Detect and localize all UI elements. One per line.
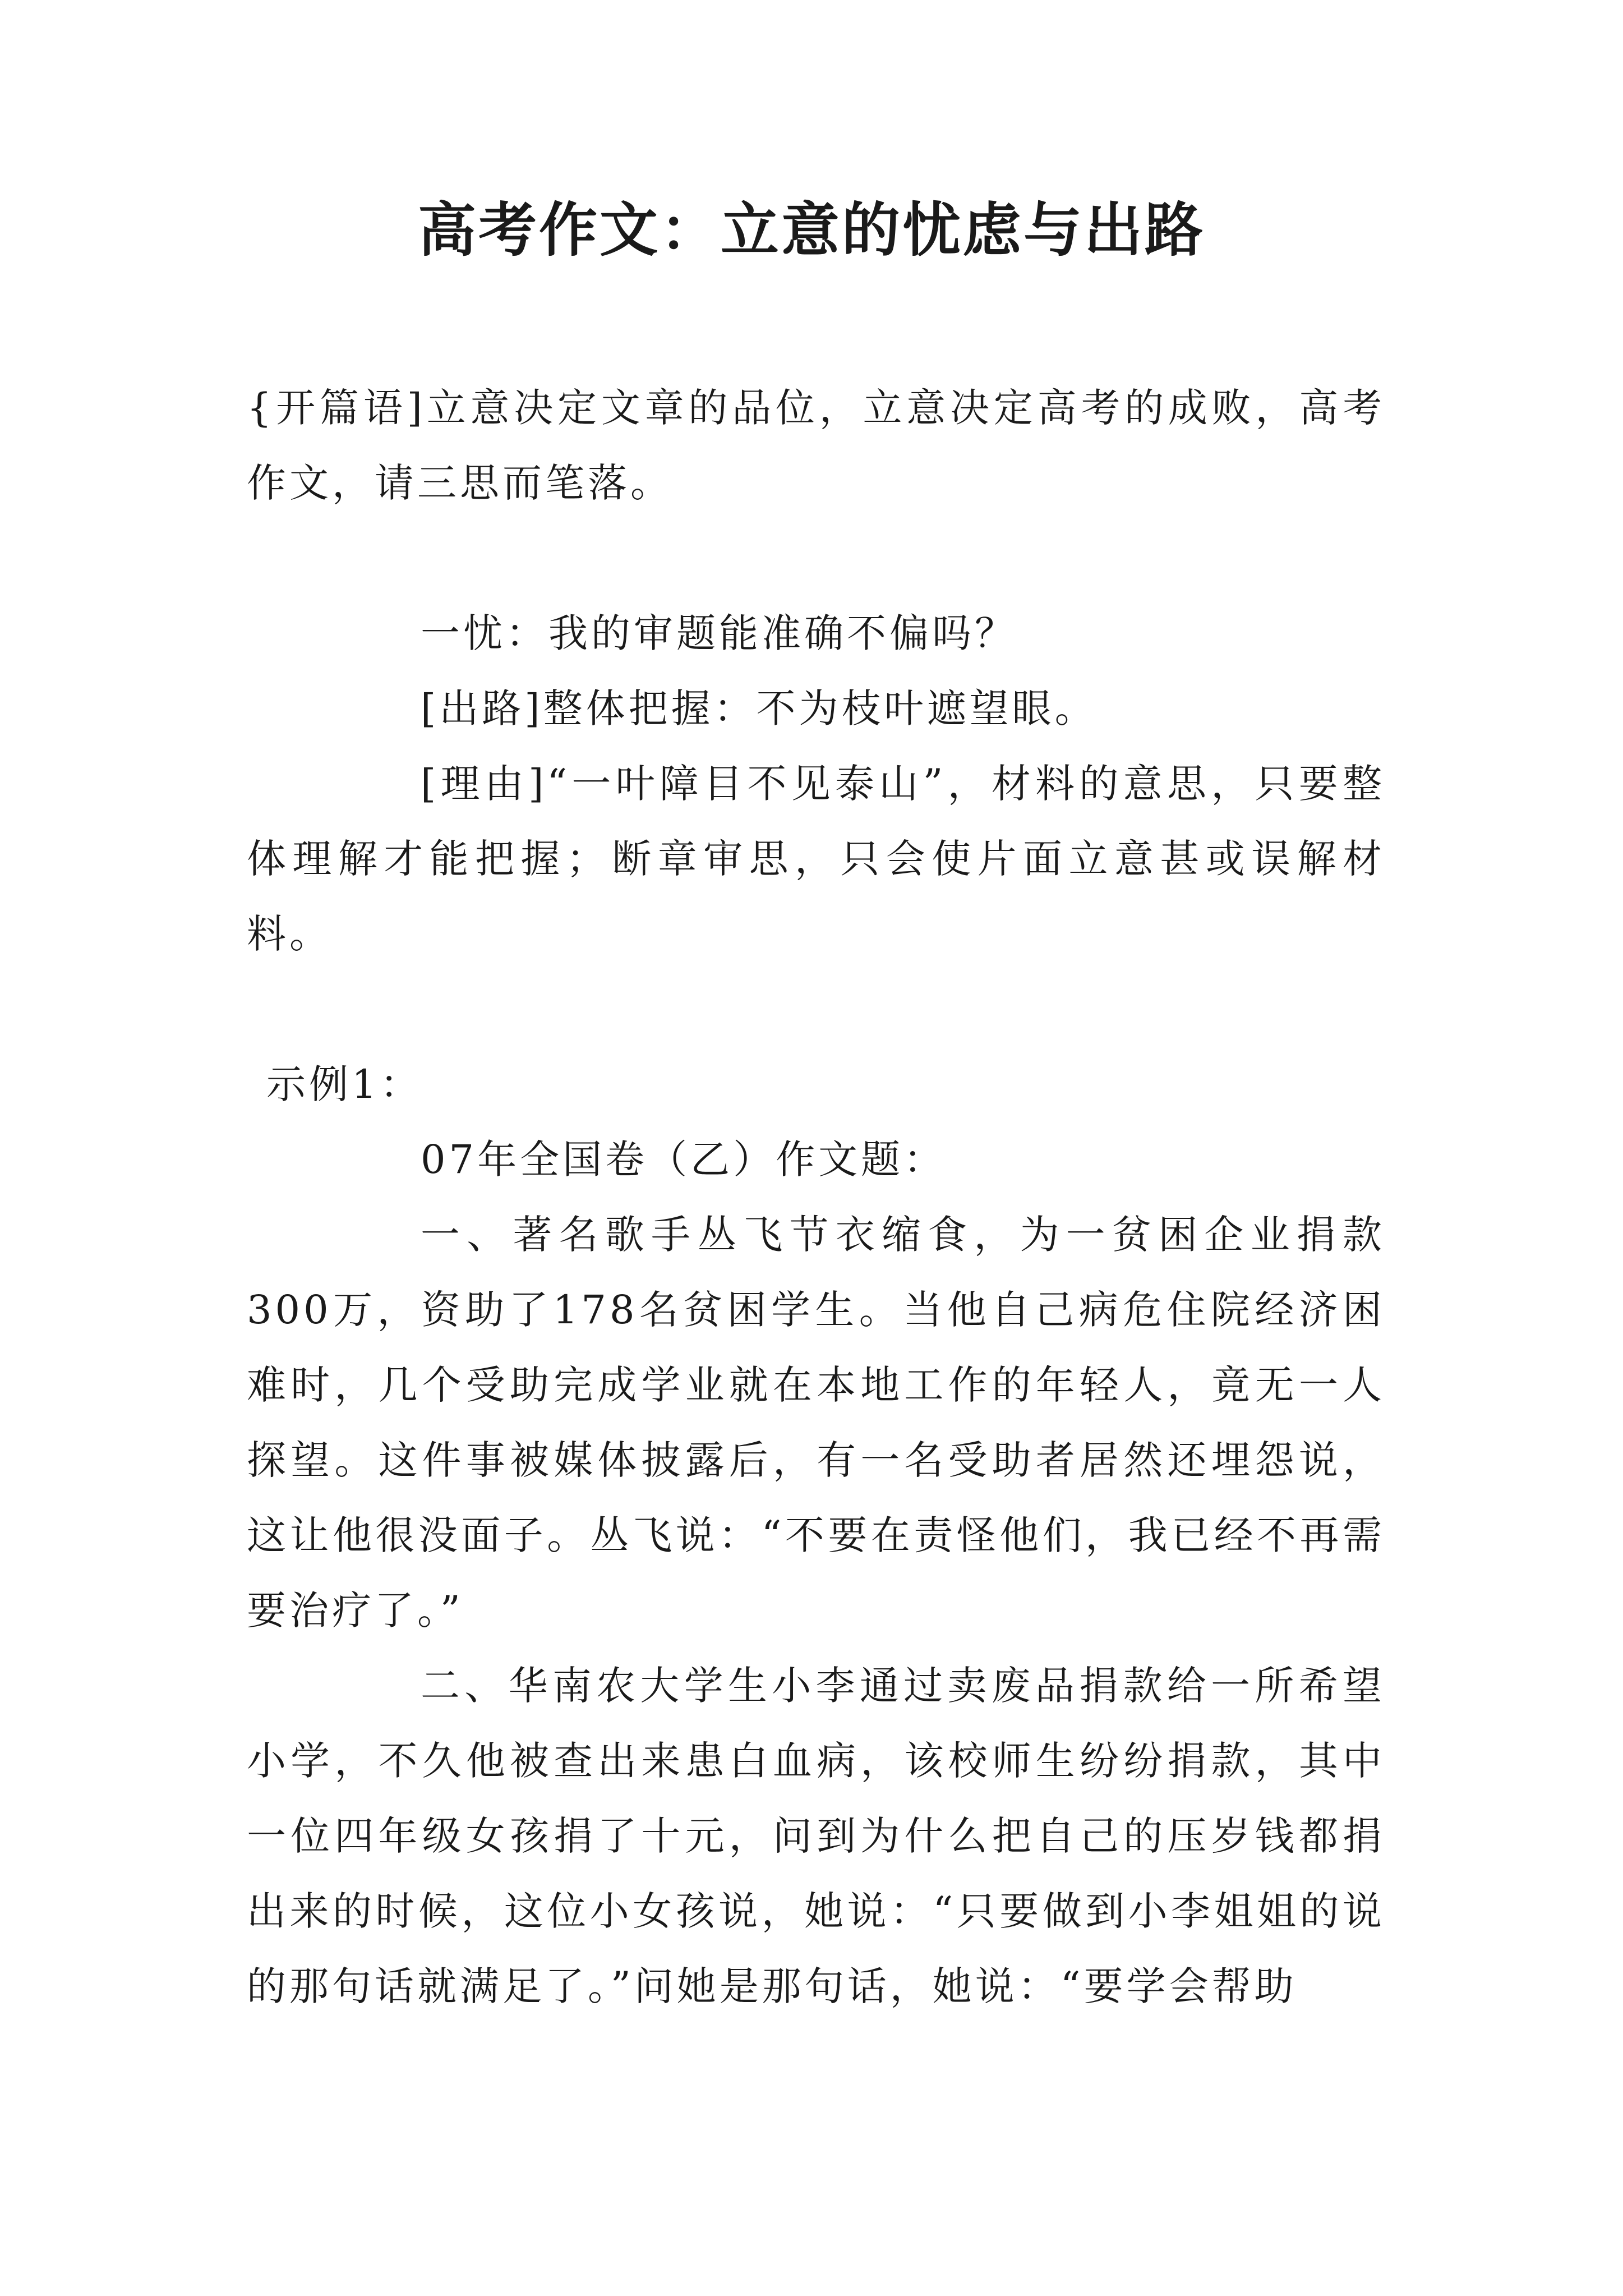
reason-paragraph: [理由]“一叶障目不见泰山”，材料的意思，只要整体理解才能把握；断章审思，只会使片面立意甚或误解材料。 [247,761,1385,957]
page-title: 高考作文：立意的忧虑与出路 [417,195,1205,264]
solution-paragraph: [出路]整体把握：不为枝叶遮望眼。 [421,685,1098,731]
example-label: 示例1： [266,1061,423,1107]
material-two-paragraph: 二、华南农大学生小李通过卖废品捐款给一所希望小学，不久他被查出来患白血病，该校师生纷纷捐款，其中一位四年级女孩捐了十元，问到为什么把自己的压岁钱都捐出来的时候，这位小女孩说，她说：“只要做到小李姐姐的说的那句话就满足了。”问她是那句话，她说：“要学会帮助 [247,1663,1385,2009]
document-body [247,370,1385,2024]
material-one-paragraph: 一、著名歌手丛飞节衣缩食，为一贫困企业捐款300万，资助了178名贫困学生。当他自己病危住院经济困难时，几个受助完成学业就在本地工作的年轻人，竟无一人探望。这件事被媒体披露后，有一名受助者居然还埋怨说，这让他很没面子。丛飞说：“不要在责怪他们，我已经不再需要治疗了。” [247,1212,1385,1634]
opening-paragraph: {开篇语]立意决定文章的品位，立意决定高考的成败，高考作文，请三思而笔落。 [247,385,1385,506]
exam-prompt-heading: 07年全国卷（乙）作文题： [421,1137,947,1182]
worry-heading: 一忧：我的审题能准确不偏吗？ [421,610,1017,656]
